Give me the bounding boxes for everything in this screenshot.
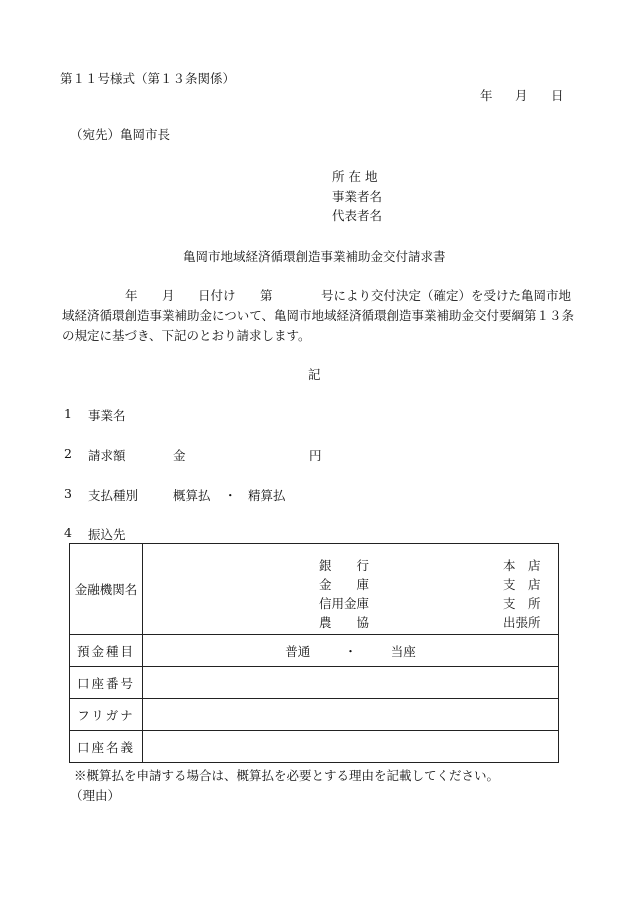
bank-type-kinko: 金 庫 — [319, 577, 370, 592]
applicant-address-label: 所 在 地 — [332, 169, 378, 184]
item2-label: 請求額 — [88, 448, 126, 463]
account-number-field[interactable] — [143, 667, 559, 699]
branch-sub-branch: 支 所 — [503, 596, 541, 611]
date-year: 年 — [480, 88, 493, 103]
addressee: （宛先）亀岡市長 — [70, 127, 171, 142]
institution-name-cell[interactable] — [143, 544, 559, 635]
body-line1-rest: 号により交付決定（確定）を受けた亀岡市地 — [321, 288, 572, 303]
deposit-separator: ・ — [344, 643, 357, 659]
institution-name-label: 金融機関名 — [70, 544, 143, 635]
date-month: 月 — [515, 88, 528, 103]
account-number-label: 口座番号 — [70, 667, 143, 699]
body-line2: 域経済循環創造事業補助金について、亀岡市地域経済循環創造事業補助金交付要綱第１３条 — [62, 308, 575, 323]
branch-head-office: 本 店 — [503, 558, 541, 573]
item2-number: 2 — [64, 446, 72, 461]
account-name-label: 口座名義 — [70, 731, 143, 763]
item2-yen: 円 — [309, 448, 322, 463]
item4-label: 振込先 — [88, 527, 126, 542]
bank-type-shinkin: 信用金庫 — [319, 596, 370, 611]
date-day: 日 — [551, 88, 564, 103]
applicant-representative-label: 代表者名 — [332, 208, 383, 223]
reason-label: （理由） — [70, 788, 121, 803]
item3-number: 3 — [64, 486, 72, 501]
item1-label: 事業名 — [88, 408, 126, 423]
item4-number: 4 — [64, 525, 72, 540]
bank-type-bank: 銀 行 — [319, 558, 370, 573]
item3-label: 支払種別 — [88, 488, 139, 503]
deposit-option-current[interactable]: 当座 — [390, 643, 416, 659]
item3-option-settlement: 精算払 — [248, 488, 286, 503]
deposit-type-label: 預金種目 — [70, 635, 143, 667]
ki-heading: 記 — [308, 367, 321, 382]
furigana-label: フリガナ — [70, 699, 143, 731]
document-title: 亀岡市地域経済循環創造事業補助金交付請求書 — [183, 249, 446, 264]
account-name-field[interactable] — [143, 731, 559, 763]
furigana-field[interactable] — [143, 699, 559, 731]
estimate-note: ※概算払を申請する場合は、概算払を必要とする理由を記載してください。 — [74, 768, 500, 783]
body-line3: の規定に基づき、下記のとおり請求します。 — [62, 328, 311, 343]
form-number: 第１１号様式（第１３条関係） — [60, 71, 236, 86]
bank-type-nokyo: 農 協 — [319, 615, 370, 630]
branch-office: 出張所 — [503, 615, 541, 630]
deposit-type-cell[interactable] — [143, 635, 559, 667]
item2-kin: 金 — [173, 448, 186, 463]
bank-transfer-table — [69, 543, 559, 763]
body-year: 年 — [125, 288, 138, 303]
item3-option-estimate: 概算払 — [173, 488, 211, 503]
deposit-option-ordinary[interactable]: 普通 — [285, 643, 311, 659]
item1-number: 1 — [64, 406, 72, 421]
item3-separator: ・ — [224, 488, 237, 503]
body-dated: 日付け — [198, 288, 236, 303]
branch-branch: 支 店 — [503, 577, 541, 592]
body-month: 月 — [162, 288, 175, 303]
applicant-business-name-label: 事業者名 — [332, 189, 383, 204]
body-no: 第 — [260, 288, 273, 303]
